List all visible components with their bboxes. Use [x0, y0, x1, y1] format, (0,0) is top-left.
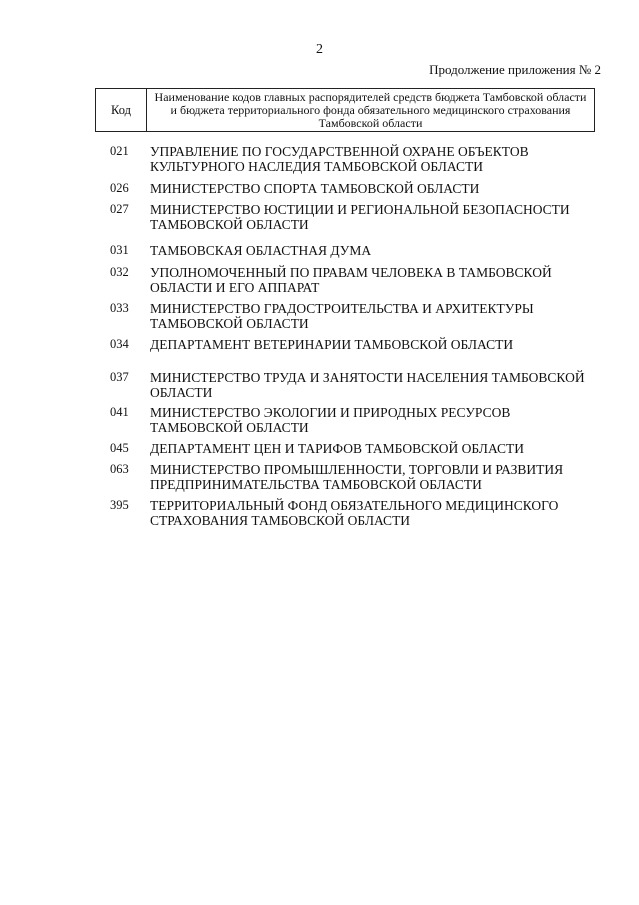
row-name: МИНИСТЕРСТВО ТРУДА И ЗАНЯТОСТИ НАСЕЛЕНИЯ ТАМБОВСКОЙ ОБЛАСТИ — [150, 370, 585, 400]
row-name: УПОЛНОМОЧЕННЫЙ ПО ПРАВАМ ЧЕЛОВЕКА В ТАМБОВСКОЙ ОБЛАСТИ И ЕГО АППАРАТ — [150, 265, 552, 295]
row-code: 033 — [110, 301, 129, 315]
row-name: МИНИСТЕРСТВО ГРАДОСТРОИТЕЛЬСТВА И АРХИТЕКТУРЫ ТАМБОВСКОЙ ОБЛАСТИ — [150, 301, 534, 331]
row-name: МИНИСТЕРСТВО ЭКОЛОГИИ И ПРИРОДНЫХ РЕСУРСОВ ТАМБОВСКОЙ ОБЛАСТИ — [150, 405, 511, 435]
row-code: 032 — [110, 265, 129, 279]
row-name: УПРАВЛЕНИЕ ПО ГОСУДАРСТВЕННОЙ ОХРАНЕ ОБЪЕКТОВ КУЛЬТУРНОГО НАСЛЕДИЯ ТАМБОВСКОЙ ОБЛАСТИ — [150, 144, 529, 174]
row-name: ДЕПАРТАМЕНТ ЦЕН И ТАРИФОВ ТАМБОВСКОЙ ОБЛАСТИ — [150, 441, 525, 456]
row-code: 027 — [110, 202, 129, 216]
header-name-cell: Наименование кодов главных распорядителей средств бюджета Тамбовской области и бюджета территориального фонда обязательного медицинского страхования Тамбовской области — [154, 89, 587, 130]
row-name: ДЕПАРТАМЕНТ ВЕТЕРИНАРИИ ТАМБОВСКОЙ ОБЛАСТИ — [150, 337, 514, 352]
row-name: МИНИСТЕРСТВО СПОРТА ТАМБОВСКОЙ ОБЛАСТИ — [150, 181, 480, 196]
row-name: ТАМБОВСКАЯ ОБЛАСТНАЯ ДУМА — [150, 243, 372, 258]
header-code-cell: Код — [96, 89, 147, 131]
row-code: 063 — [110, 462, 129, 476]
row-name: ТЕРРИТОРИАЛЬНЫЙ ФОНД ОБЯЗАТЕЛЬНОГО МЕДИЦИНСКОГО СТРАХОВАНИЯ ТАМБОВСКОЙ ОБЛАСТИ — [150, 498, 559, 528]
row-code: 026 — [110, 181, 129, 195]
row-code: 037 — [110, 370, 129, 384]
continuation-label: Продолжение приложения № 2 — [429, 62, 601, 77]
page-number: 2 — [316, 42, 323, 57]
row-code: 031 — [110, 243, 129, 257]
row-code: 045 — [110, 441, 129, 455]
row-name: МИНИСТЕРСТВО ЮСТИЦИИ И РЕГИОНАЛЬНОЙ БЕЗОПАСНОСТИ ТАМБОВСКОЙ ОБЛАСТИ — [150, 202, 570, 232]
row-code: 395 — [110, 498, 129, 512]
table-header — [95, 88, 595, 132]
row-code: 034 — [110, 337, 129, 351]
row-code: 021 — [110, 144, 129, 158]
row-name: МИНИСТЕРСТВО ПРОМЫШЛЕННОСТИ, ТОРГОВЛИ И РАЗВИТИЯ ПРЕДПРИНИМАТЕЛЬСТВА ТАМБОВСКОЙ ОБЛАСТИ — [150, 462, 564, 492]
row-code: 041 — [110, 405, 129, 419]
